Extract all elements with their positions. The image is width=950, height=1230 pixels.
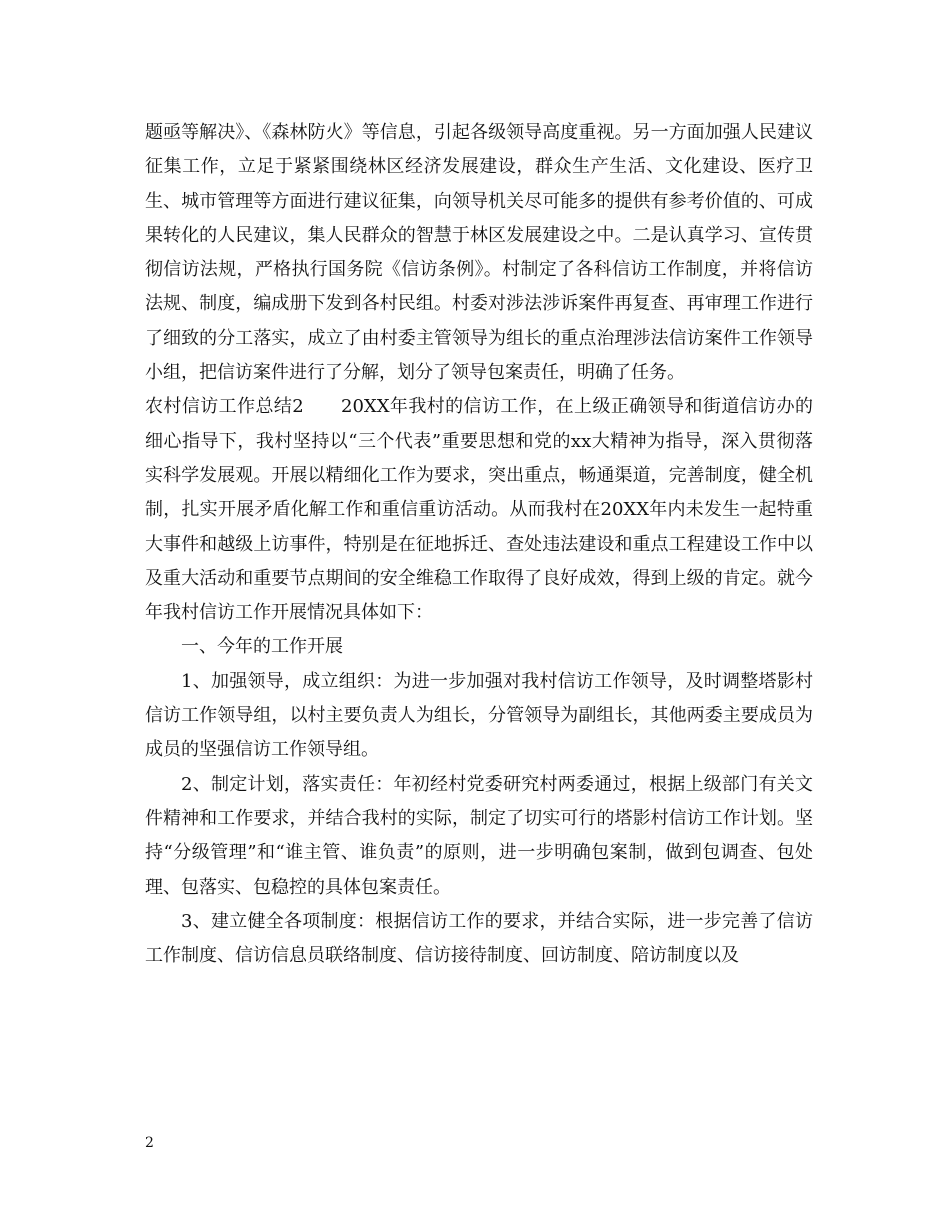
paragraph-item-3: 3、建立健全各项制度：根据信访工作的要求，并结合实际，进一步完善了信访工作制度、信访信息员联络制度、信访接待制度、回访制度、陪访制度以及 (145, 910, 813, 967)
paragraph-item-2: 2、制定计划，落实责任：年初经村党委研究村两委通过，根据上级部门有关文件精神和工作要求，并结合我村的实际，制定了切实可行的塔影村信访工作计划。坚持“分级管理”和“谁主管、谁负责”的原则，进一步明确包案制，做到包调查、包处理、包落实、包稳控的具体包案责任。 (145, 773, 813, 898)
paragraph-summary-2-intro: 农村信访工作总结2 20XX年我村的信访工作，在上级正确领导和街道信访办的细心指导下，我村坚持以“三个代表”重要思想和党的xx大精神为指导，深入贯彻落实科学发展观。开展以精细化工作为要求，突出重点，畅通渠道，完善制度，健全机制，扎实开展矛盾化解工作和重信重访活动。从而我村在20XX年内未发生一起特重大事件和越级上访事件，特别是在征地拆迁、查处违法建设和重点工程建设工作中以及重大活动和重要节点期间的安全维稳工作取得了良好成效，得到上级的肯定。就今年我村信访工作开展情况具体如下： (145, 396, 813, 624)
section-heading-work-progress: 一、今年的工作开展 (181, 636, 343, 658)
document-body (145, 116, 813, 973)
page-number: 2 (145, 1135, 154, 1151)
paragraph-item-1: 1、加强领导，成立组织：为进一步加强对我村信访工作领导，及时调整塔影村信访工作领导组，以村主要负责人为组长，分管领导为副组长，其他两委主要成员为成员的坚强信访工作领导组。 (145, 670, 813, 761)
paragraph-continuation: 题亟等解决》、《森林防火》等信息，引起各级领导高度重视。另一方面加强人民建议征集工作，立足于紧紧围绕林区经济发展建设，群众生产生活、文化建设、医疗卫生、城市管理等方面进行建议征集，向领导机关尽可能多的提供有参考价值的、可成果转化的人民建议，集人民群众的智慧于林区发展建设之中。二是认真学习、宣传贯彻信访法规，严格执行国务院《信访条例》。村制定了各科信访工作制度，并将信访法规、制度，编成册下发到各村民组。村委对涉法涉诉案件再复查、再审理工作进行了细致的分工落实，成立了由村委主管领导为组长的重点治理涉法信访案件工作领导小组，把信访案件进行了分解，划分了领导包案责任，明确了任务。 (145, 122, 813, 384)
